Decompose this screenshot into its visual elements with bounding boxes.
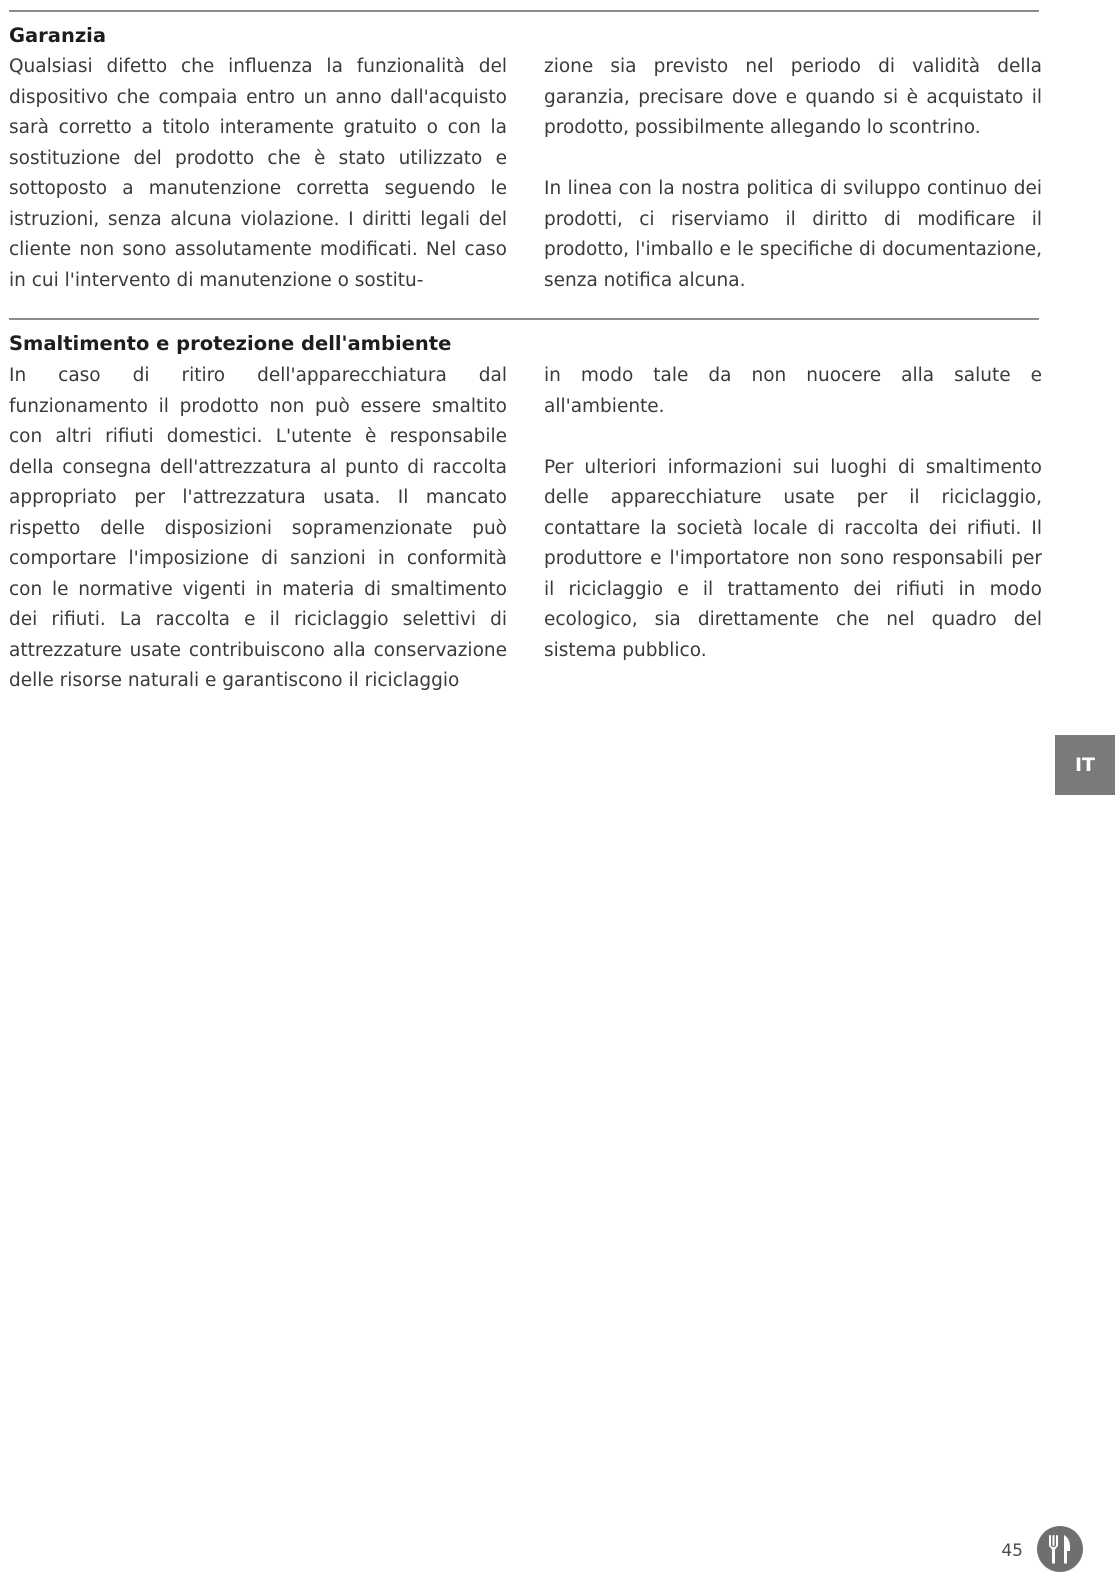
language-tab-label: IT xyxy=(1074,754,1096,776)
smaltimento-paragraph: Per ulteriori informazioni sui luoghi di smaltimento delle apparecchiature usate per il riciclaggio, contattare la società locale di raccolta dei rifiuti. Il produttore e l'importatore non sono responsabili per il riciclaggio e il trattamento dei rifiuti in modo ecologico, sia direttamente che nel quadro del sistema pubblico. xyxy=(544,456,1042,661)
smaltimento-paragraph: in modo tale da non nuocere alla salute e all'ambiente. xyxy=(544,365,1042,417)
garanzia-paragraph: Qualsiasi difetto che influenza la funzionalità del dispositivo che compaia entro un anno dall'acquisto sarà corretto a titolo interamente gratuito o con la sostituzione del prodotto che è stato utilizzato e sottoposto a manutenzione corretta seguendo le istruzioni, senza alcuna violazione. I diritti legali del cliente non sono assolutamente modificati. Nel caso in cui l'intervento di manutenzione o sostitu- xyxy=(9,56,507,291)
section-divider-smaltimento xyxy=(9,318,1039,320)
page-number: 45 xyxy=(1001,1541,1023,1561)
language-tab xyxy=(1055,735,1115,795)
garanzia-left-column xyxy=(9,52,507,296)
cutlery-icon xyxy=(1036,1525,1084,1573)
garanzia-right-column xyxy=(544,52,1042,296)
garanzia-paragraph: zione sia previsto nel periodo di validità della garanzia, precisare dove e quando si è acquistato il prodotto, possibilmente allegando lo scontrino. xyxy=(544,56,1042,138)
section-title-smaltimento: Smaltimento e protezione dell'ambiente xyxy=(9,332,452,355)
smaltimento-right-column xyxy=(544,361,1042,666)
garanzia-paragraph: In linea con la nostra politica di sviluppo continuo dei prodotti, ci riserviamo il diritto di modificare il prodotto, l'imballo e le specifiche di documentazione, senza notifica alcuna. xyxy=(544,178,1042,291)
section-title-garanzia: Garanzia xyxy=(9,24,107,47)
section-divider-garanzia xyxy=(9,10,1039,12)
smaltimento-left-column xyxy=(9,361,507,697)
smaltimento-paragraph: In caso di ritiro dell'apparecchiatura dal funzionamento il prodotto non può essere smaltito con altri rifiuti domestici. L'utente è responsabile della consegna dell'attrezzatura al punto di raccolta appropriato per l'attrezzatura usata. Il mancato rispetto delle disposizioni sopramenzionate può comportare l'imposizione di sanzioni in conformità con le normative vigenti in materia di smaltimento dei rifiuti. La raccolta e il riciclaggio selettivi di attrezzature usate contribuiscono alla conservazione delle risorse naturali e garantiscono il riciclaggio xyxy=(9,365,507,691)
